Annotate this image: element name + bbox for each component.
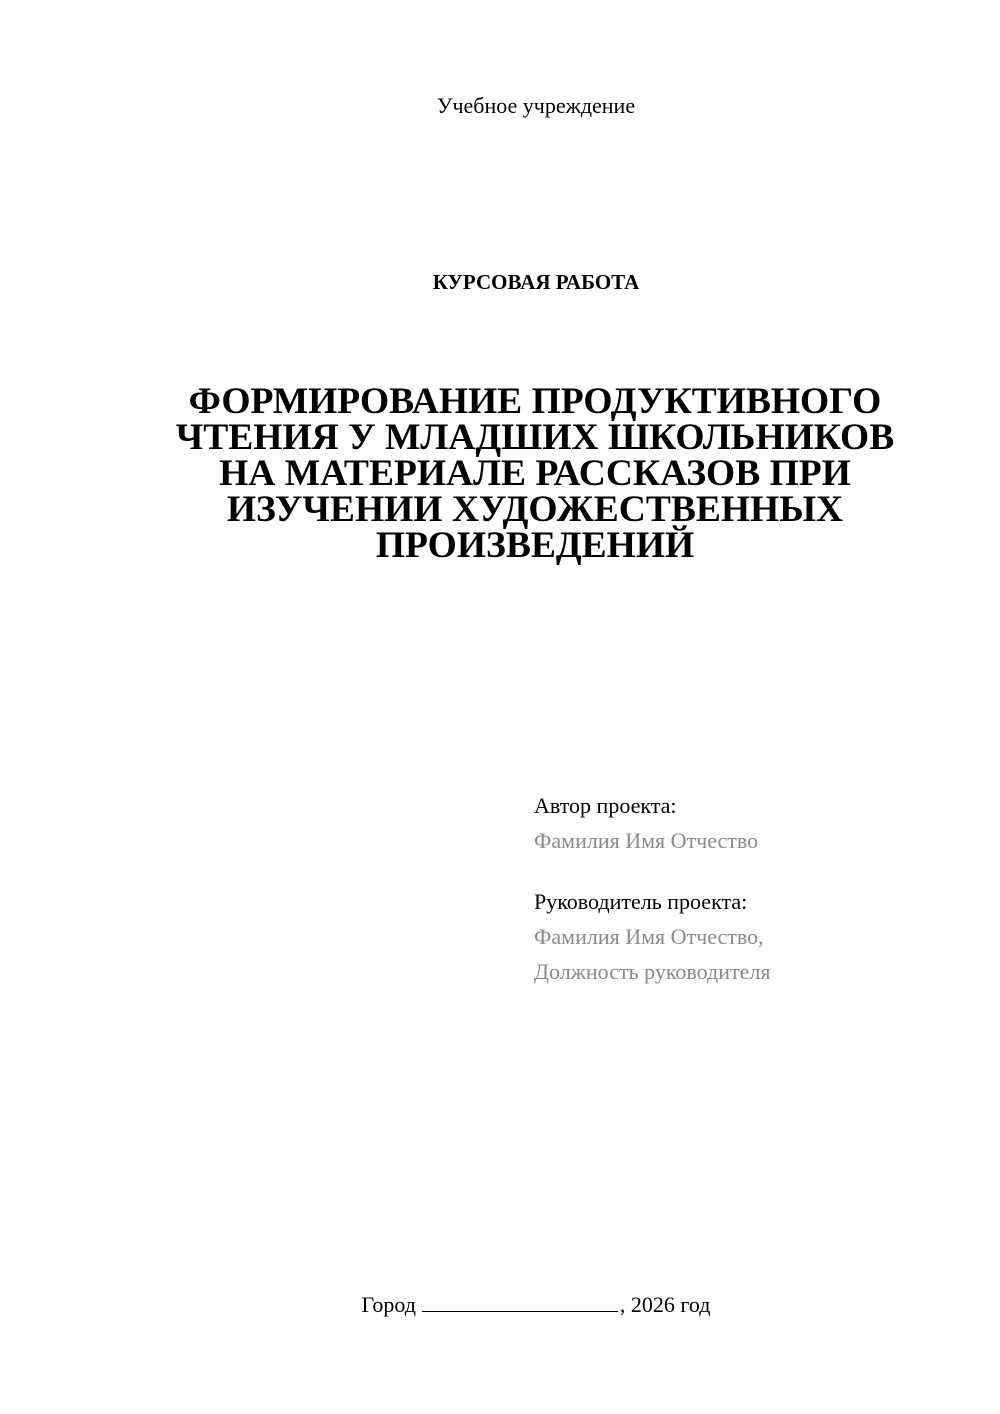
city-blank-line bbox=[422, 1290, 618, 1312]
city-year-line bbox=[0, 1290, 1000, 1320]
supervisor-position: Должность руководителя bbox=[534, 959, 771, 984]
author-label: Автор проекта: bbox=[534, 793, 677, 818]
work-title-line: ИЗУЧЕНИИ ХУДОЖЕСТВЕННЫХ bbox=[226, 489, 844, 530]
work-title-line: ПРОИЗВЕДЕНИЙ bbox=[375, 525, 695, 566]
work-title-line: ЧТЕНИЯ У МЛАДШИХ ШКОЛЬНИКОВ bbox=[175, 417, 895, 458]
year-text: , 2026 год bbox=[619, 1292, 711, 1317]
author-block bbox=[534, 788, 974, 858]
institution-name: Учебное учреждение bbox=[436, 93, 636, 118]
supervisor-name: Фамилия Имя Отчество, bbox=[534, 924, 764, 949]
work-title-line: НА МАТЕРИАЛЕ РАССКАЗОВ ПРИ bbox=[219, 453, 851, 494]
work-title bbox=[140, 381, 930, 566]
author-name: Фамилия Имя Отчество bbox=[534, 828, 759, 853]
supervisor-block bbox=[534, 884, 974, 989]
work-title-line: ФОРМИРОВАНИЕ ПРОДУКТИВНОГО bbox=[188, 381, 882, 422]
credits-block bbox=[534, 788, 974, 1015]
city-label: Город bbox=[361, 1292, 416, 1317]
supervisor-label: Руководитель проекта: bbox=[534, 889, 748, 914]
work-type-heading: КУРСОВАЯ РАБОТА bbox=[432, 270, 640, 294]
